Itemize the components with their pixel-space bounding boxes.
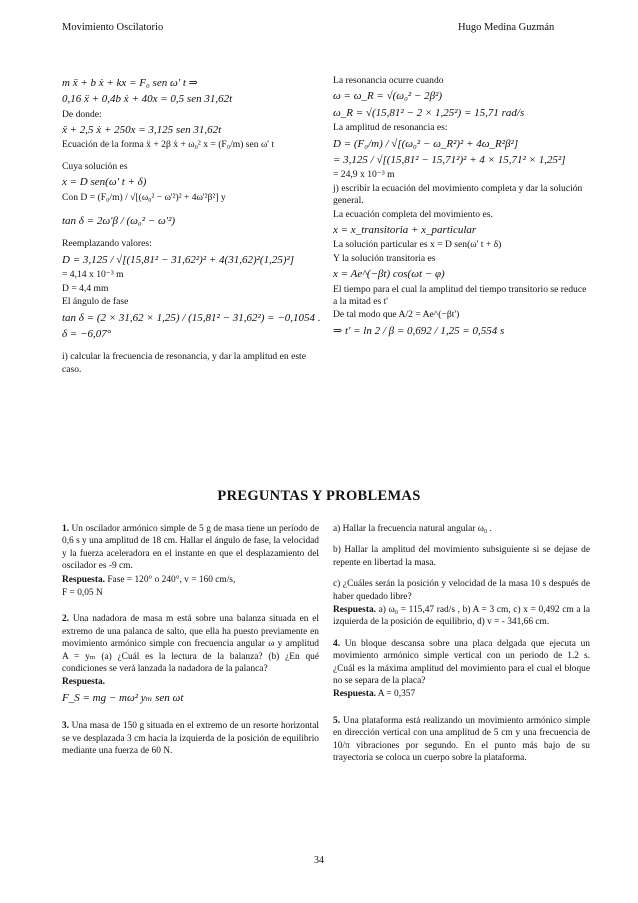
text-line: b) Hallar la amplitud del movimiento subsiguiente si se dejase de repente en libertad la masa.: [333, 545, 590, 568]
text-line: Respuesta. a) ω₀ = 115,47 rad/s , b) A = 3 cm, c) x = 0,492 cm a la izquierda de la posición de equilibrio, d) v = - 341,66 cm.: [333, 605, 590, 628]
page-number: 34: [314, 855, 324, 866]
text-line: El ángulo de fase: [62, 296, 129, 308]
text-line: D = 4,4 mm: [62, 282, 109, 294]
text-line: c) ¿Cuáles serán la posición y velocidad de la masa 10 s después de haber quedado libre?: [333, 579, 590, 602]
text-line: 3. Una masa de 150 g situada en el extremo de un resorte horizontal se ve desplazada 3 cm hacia la izquierda de la posición de equilibrio mediante una fuerza de 60 N.: [62, 721, 319, 757]
text-line: Reemplazando valores:: [62, 238, 152, 250]
text-line: Con D = (F₀/m) / √[(ω₀² − ω'²)² + 4ω'²β²] y: [62, 191, 226, 203]
text-line: Cuya solución es: [62, 160, 128, 172]
text-line: El tiempo para el cual la amplitud del tiempo transitorio se reduce a la mitad es t': [333, 283, 587, 307]
equation: m ẍ + b ẋ + kx = F₀ sen ω' t ⇒: [62, 77, 198, 89]
text-line: La resonancia ocurre cuando: [333, 75, 444, 86]
problem-label: 5.: [333, 715, 344, 726]
text-line: [62, 676, 319, 688]
text-line: La amplitud de resonancia es:: [333, 122, 448, 134]
problem-label: Respuesta.: [333, 605, 376, 616]
spacer: [333, 570, 590, 577]
text-line: La ecuación completa del movimiento es.: [333, 208, 493, 220]
spacer: [62, 205, 317, 212]
text-line: 1. Un oscilador armónico simple de 5 g de masa tiene un período de 0,6 s y una amplitud de 18 cm. Hallar el ángulo de fase, la velocidad y la fuerza aceleradora en el instante en que el desplazamiento del oscilador es -9 cm.: [62, 524, 320, 572]
problems-column-left: [62, 522, 319, 759]
problem-label: 3.: [62, 721, 72, 732]
equation: δ = −6,07°: [62, 327, 112, 340]
problems-column-right: [333, 522, 590, 766]
text-line: Y la solución transitoria es: [333, 252, 436, 264]
problem-label: 1.: [62, 524, 72, 534]
text-line: F = 0,05 N: [62, 588, 103, 599]
spacer: [62, 600, 319, 612]
equation: D = 3,125 / √[(15,81² − 31,62²)² + 4(31,62)²(1,25)²]: [62, 253, 295, 266]
equation: ω_R = √(15,81² − 2 × 1,25²) = 15,71 rad/s: [333, 106, 525, 119]
text-line: j) escribir la ecuación del movimiento completa y dar la solución general.: [333, 182, 583, 207]
text-line: De donde:: [62, 108, 102, 120]
equation: tan δ = (2 × 31,62 × 1,25) / (15,81² − 31,62²) = −0,1054 .: [62, 311, 321, 324]
text-line: Ecuación de la forma ẍ + 2β ẋ + ω₀² x = (F₀/m) sen ω' t: [62, 139, 275, 151]
equation: ẍ + 2,5 ẋ + 250x = 3,125 sen 31,62t: [62, 124, 222, 137]
solution-column-right: [333, 74, 588, 340]
spacer: [62, 707, 319, 719]
text-line: 2. Una nadadora de masa m está sobre una balanza situada en el extremo de una palanca de salto, que ella ha puesto previamente en movimiento armónico simple con frecuencia angular ω y amplitud A = yₘ (a) ¿Cuál es la lectura de la balanza? (b) ¿En qué condiciones se verá lanzada la nadadora de la palanca?: [62, 614, 319, 675]
spacer: [62, 343, 317, 350]
equation: x = Ae^(−βt) cos(ωt − φ): [333, 268, 445, 281]
solution-column-left: [62, 74, 321, 377]
equation: x = D sen(ω' t + δ): [62, 176, 147, 189]
text-line: De tal modo que A/2 = Ae^(−βt'): [333, 309, 460, 321]
text-line: Respuesta. Fase = 120° o 240°, v = 160 cm/s,: [62, 574, 236, 585]
problem-label: 2.: [62, 614, 73, 625]
problem-label: Respuesta.: [333, 689, 376, 700]
text-line: 4. Un bloque descansa sobre una placa delgada que ejecuta un movimiento armónico simple vertical con un periodo de 1.2 s. ¿Cuál es la máxima amplitud del movimiento para el cual el bloque no se separa de la placa?: [333, 638, 590, 687]
equation: ⇒ t' = ln 2 / β = 0,692 / 1,25 = 0,554 s: [333, 324, 505, 337]
problem-label: Respuesta.: [62, 574, 105, 585]
problem-label: 4.: [333, 638, 345, 649]
text-line: Respuesta. A = 0,357: [333, 689, 416, 700]
text-line: a) Hallar la frecuencia natural angular ω₀ .: [333, 524, 492, 534]
equation: ω = ω_R = √(ω₀² − 2β²): [333, 90, 443, 103]
equation: 0,16 ẍ + 0,4b ẋ + 40x = 0,5 sen 31,62t: [62, 93, 233, 106]
problem-label: Respuesta.: [62, 677, 105, 688]
equation: F_S = mg − mω² yₘ sen ωt: [62, 691, 184, 704]
text-line: La solución particular es x = D sen(ω' t + δ): [333, 239, 502, 251]
spacer: [62, 230, 317, 237]
text-line: i) calcular la frecuencia de resonancia, y dar la amplitud en este caso.: [62, 351, 306, 375]
spacer: [62, 153, 317, 160]
header-chapter-title: Movimiento Oscilatorio: [62, 22, 164, 33]
equation: x = x_transitoria + x_particular: [333, 224, 477, 236]
equation: = 3,125 / √[(15,81² − 15,71²)² + 4 × 15,71² × 1,25²]: [333, 153, 566, 166]
equation: tan δ = 2ω'β / (ω₀² − ω'²): [62, 215, 176, 228]
spacer: [333, 536, 590, 543]
text-line: = 24,9 x 10⁻³ m: [333, 169, 395, 181]
section-title: PREGUNTAS Y PROBLEMAS: [217, 488, 421, 504]
header-author: Hugo Medina Guzmán: [458, 22, 555, 33]
spacer: [333, 630, 590, 637]
text-line: 5. Una plataforma está realizando un movimiento armónico simple en dirección vertical con una amplitud de 5 cm y una frecuencia de 10/π vibraciones por segundo. En el punto más bajo de su trayectoria se coloca un cuerpo sobre la plataforma.: [333, 715, 590, 764]
equation: D = (F₀/m) / √[(ω₀² − ω_R²)² + 4ω_R²β²]: [333, 137, 519, 150]
text-line: = 4,14 x 10⁻³ m: [62, 269, 124, 281]
spacer: [333, 702, 590, 714]
